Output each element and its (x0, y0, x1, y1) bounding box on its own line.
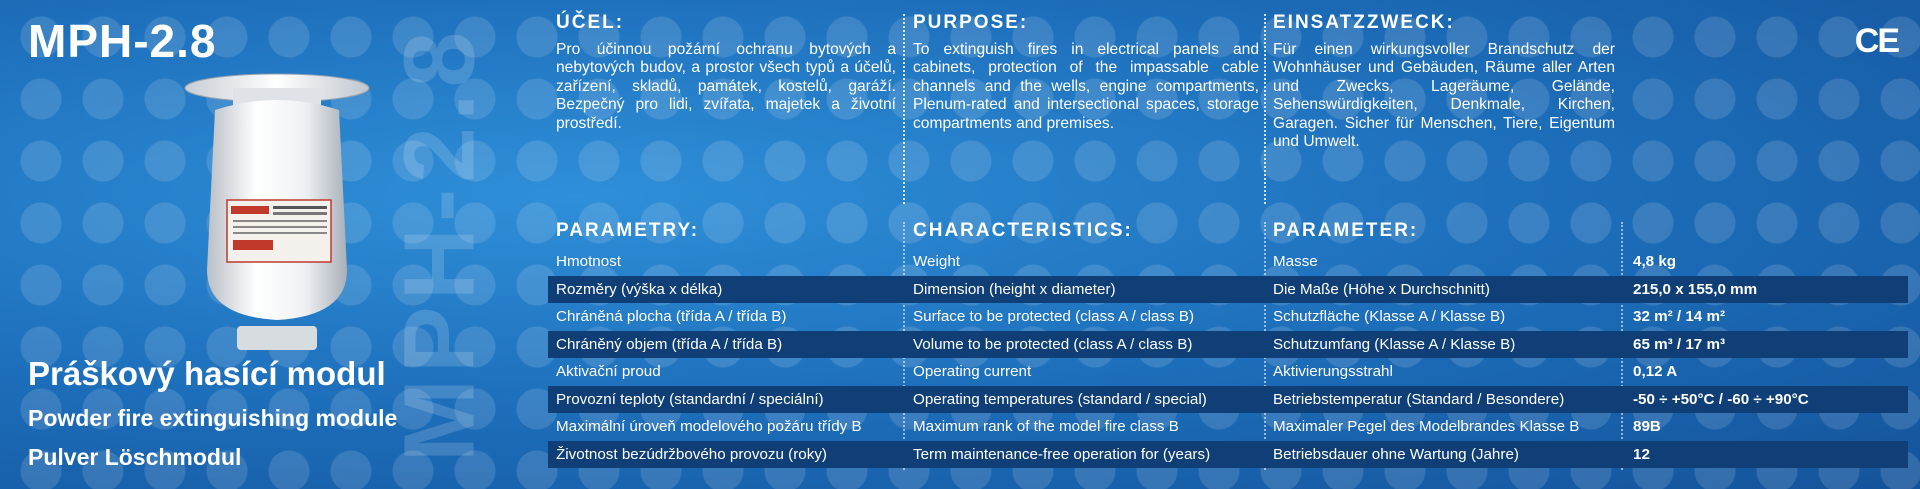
param-value: -50 ÷ +50°C / -60 ÷ +90°C (1633, 390, 1809, 408)
parameters-header-english: CHARACTERISTICS: (913, 220, 1133, 241)
table-row (548, 441, 1908, 469)
product-names (28, 355, 397, 471)
product-name-german: Pulver Löschmodul (28, 444, 242, 470)
purpose-english-text: To extinguish fires in electrical panels and cabinets, protection of the impassable cable channels and the wells, engine compartments, Plenum-rated and intersectional spaces, storage compartments and premises. (913, 40, 1259, 132)
vertical-model-watermark: MPH-2.8 (383, 25, 496, 463)
param-value: 65 m³ / 17 m³ (1633, 335, 1726, 353)
param-value: 215,0 x 155,0 mm (1633, 280, 1758, 298)
table-row (548, 276, 1908, 304)
param-label-english: Volume to be protected (class A / class B) (913, 335, 1193, 353)
parameters-header-czech: PARAMETRY: (556, 220, 700, 241)
purpose-german-text: Für einen wirkungsvoller Brandschutz der Wohnhäuser und Gebäuden, Räume aller Arten und Zwecks, Lageräume, Gelände, Sehenswürdigkeiten, Denkmale, Kirchen, Garagen. Sicher für Menschen, Tiere, Eigentum und Umwelt. (1273, 40, 1615, 151)
param-value: 4,8 kg (1633, 253, 1677, 270)
param-label-german: Masse (1273, 253, 1318, 270)
product-name-english: Powder fire extinguishing module (28, 405, 398, 431)
parameters-header-german: PARAMETER: (1273, 220, 1419, 241)
param-value: 0,12 A (1633, 363, 1678, 380)
param-label-czech: Aktivační proud (556, 363, 661, 380)
table-row (548, 413, 1908, 441)
table-row (548, 248, 1908, 276)
model-title: MPH-2.8 (28, 15, 217, 67)
column-divider (903, 14, 905, 204)
purpose-english (913, 12, 1259, 133)
extinguisher-module-image (175, 70, 380, 355)
parameters-table (548, 248, 1908, 468)
purpose-english-title: PURPOSE: (913, 12, 1029, 33)
param-label-german: Schutzfläche (Klasse A / Klasse B) (1273, 308, 1506, 325)
purpose-czech (556, 12, 896, 133)
param-label-german: Betriebstemperatur (Standard / Besondere) (1273, 390, 1565, 408)
param-value: 12 (1633, 445, 1650, 463)
param-label-german: Schutzumfang (Klasse A / Klasse B) (1273, 335, 1516, 353)
param-value: 32 m² / 14 m² (1633, 308, 1726, 325)
param-label-czech: Chráněný objem (třída A / třída B) (556, 335, 783, 353)
param-label-english: Weight (913, 253, 960, 270)
product-name-czech: Práškový hasící modul (28, 355, 386, 392)
table-row (548, 358, 1908, 386)
param-label-czech: Chráněná plocha (třída A / třída B) (556, 308, 787, 325)
param-value: 89B (1633, 418, 1661, 435)
param-label-german: Betriebsdauer ohne Wartung (Jahre) (1273, 445, 1519, 463)
param-label-english: Dimension (height x diameter) (913, 280, 1116, 298)
param-label-czech: Rozměry (výška x délka) (556, 280, 723, 298)
table-row (548, 386, 1908, 414)
purpose-czech-title: ÚČEL: (556, 12, 625, 33)
param-label-german: Die Maße (Höhe x Durchschnitt) (1273, 280, 1490, 298)
table-row (548, 331, 1908, 359)
purpose-german-title: EINSATZZWECK: (1273, 12, 1455, 33)
param-label-english: Term maintenance-free operation for (years) (913, 445, 1211, 463)
param-label-english: Operating temperatures (standard / special) (913, 390, 1207, 408)
param-label-german: Aktivierungsstrahl (1273, 363, 1393, 380)
param-label-czech: Maximální úroveň modelového požáru třídy B (556, 418, 862, 435)
column-divider (1264, 14, 1266, 204)
ce-mark: CE (1854, 22, 1898, 60)
param-label-czech: Životnost bezúdržbového provozu (roky) (556, 445, 827, 463)
param-label-czech: Provozní teploty (standardní / speciální) (556, 390, 824, 408)
param-label-czech: Hmotnost (556, 253, 621, 270)
table-row (548, 303, 1908, 331)
param-label-german: Maximaler Pegel des Modelbrandes Klasse B (1273, 418, 1580, 435)
param-label-english: Operating current (913, 363, 1032, 380)
purpose-czech-text: Pro účinnou požární ochranu bytových a nebytových budov, a prostor všech typů a účelů, zařízení, skladů, památek, kostelů, garáží. Bezpečný pro lidi, zvířata, majetek a životní prostředí. (556, 40, 896, 132)
param-label-english: Surface to be protected (class A / class B) (913, 308, 1195, 325)
param-label-english: Maximum rank of the model fire class B (913, 418, 1179, 435)
purpose-german (1273, 12, 1615, 152)
